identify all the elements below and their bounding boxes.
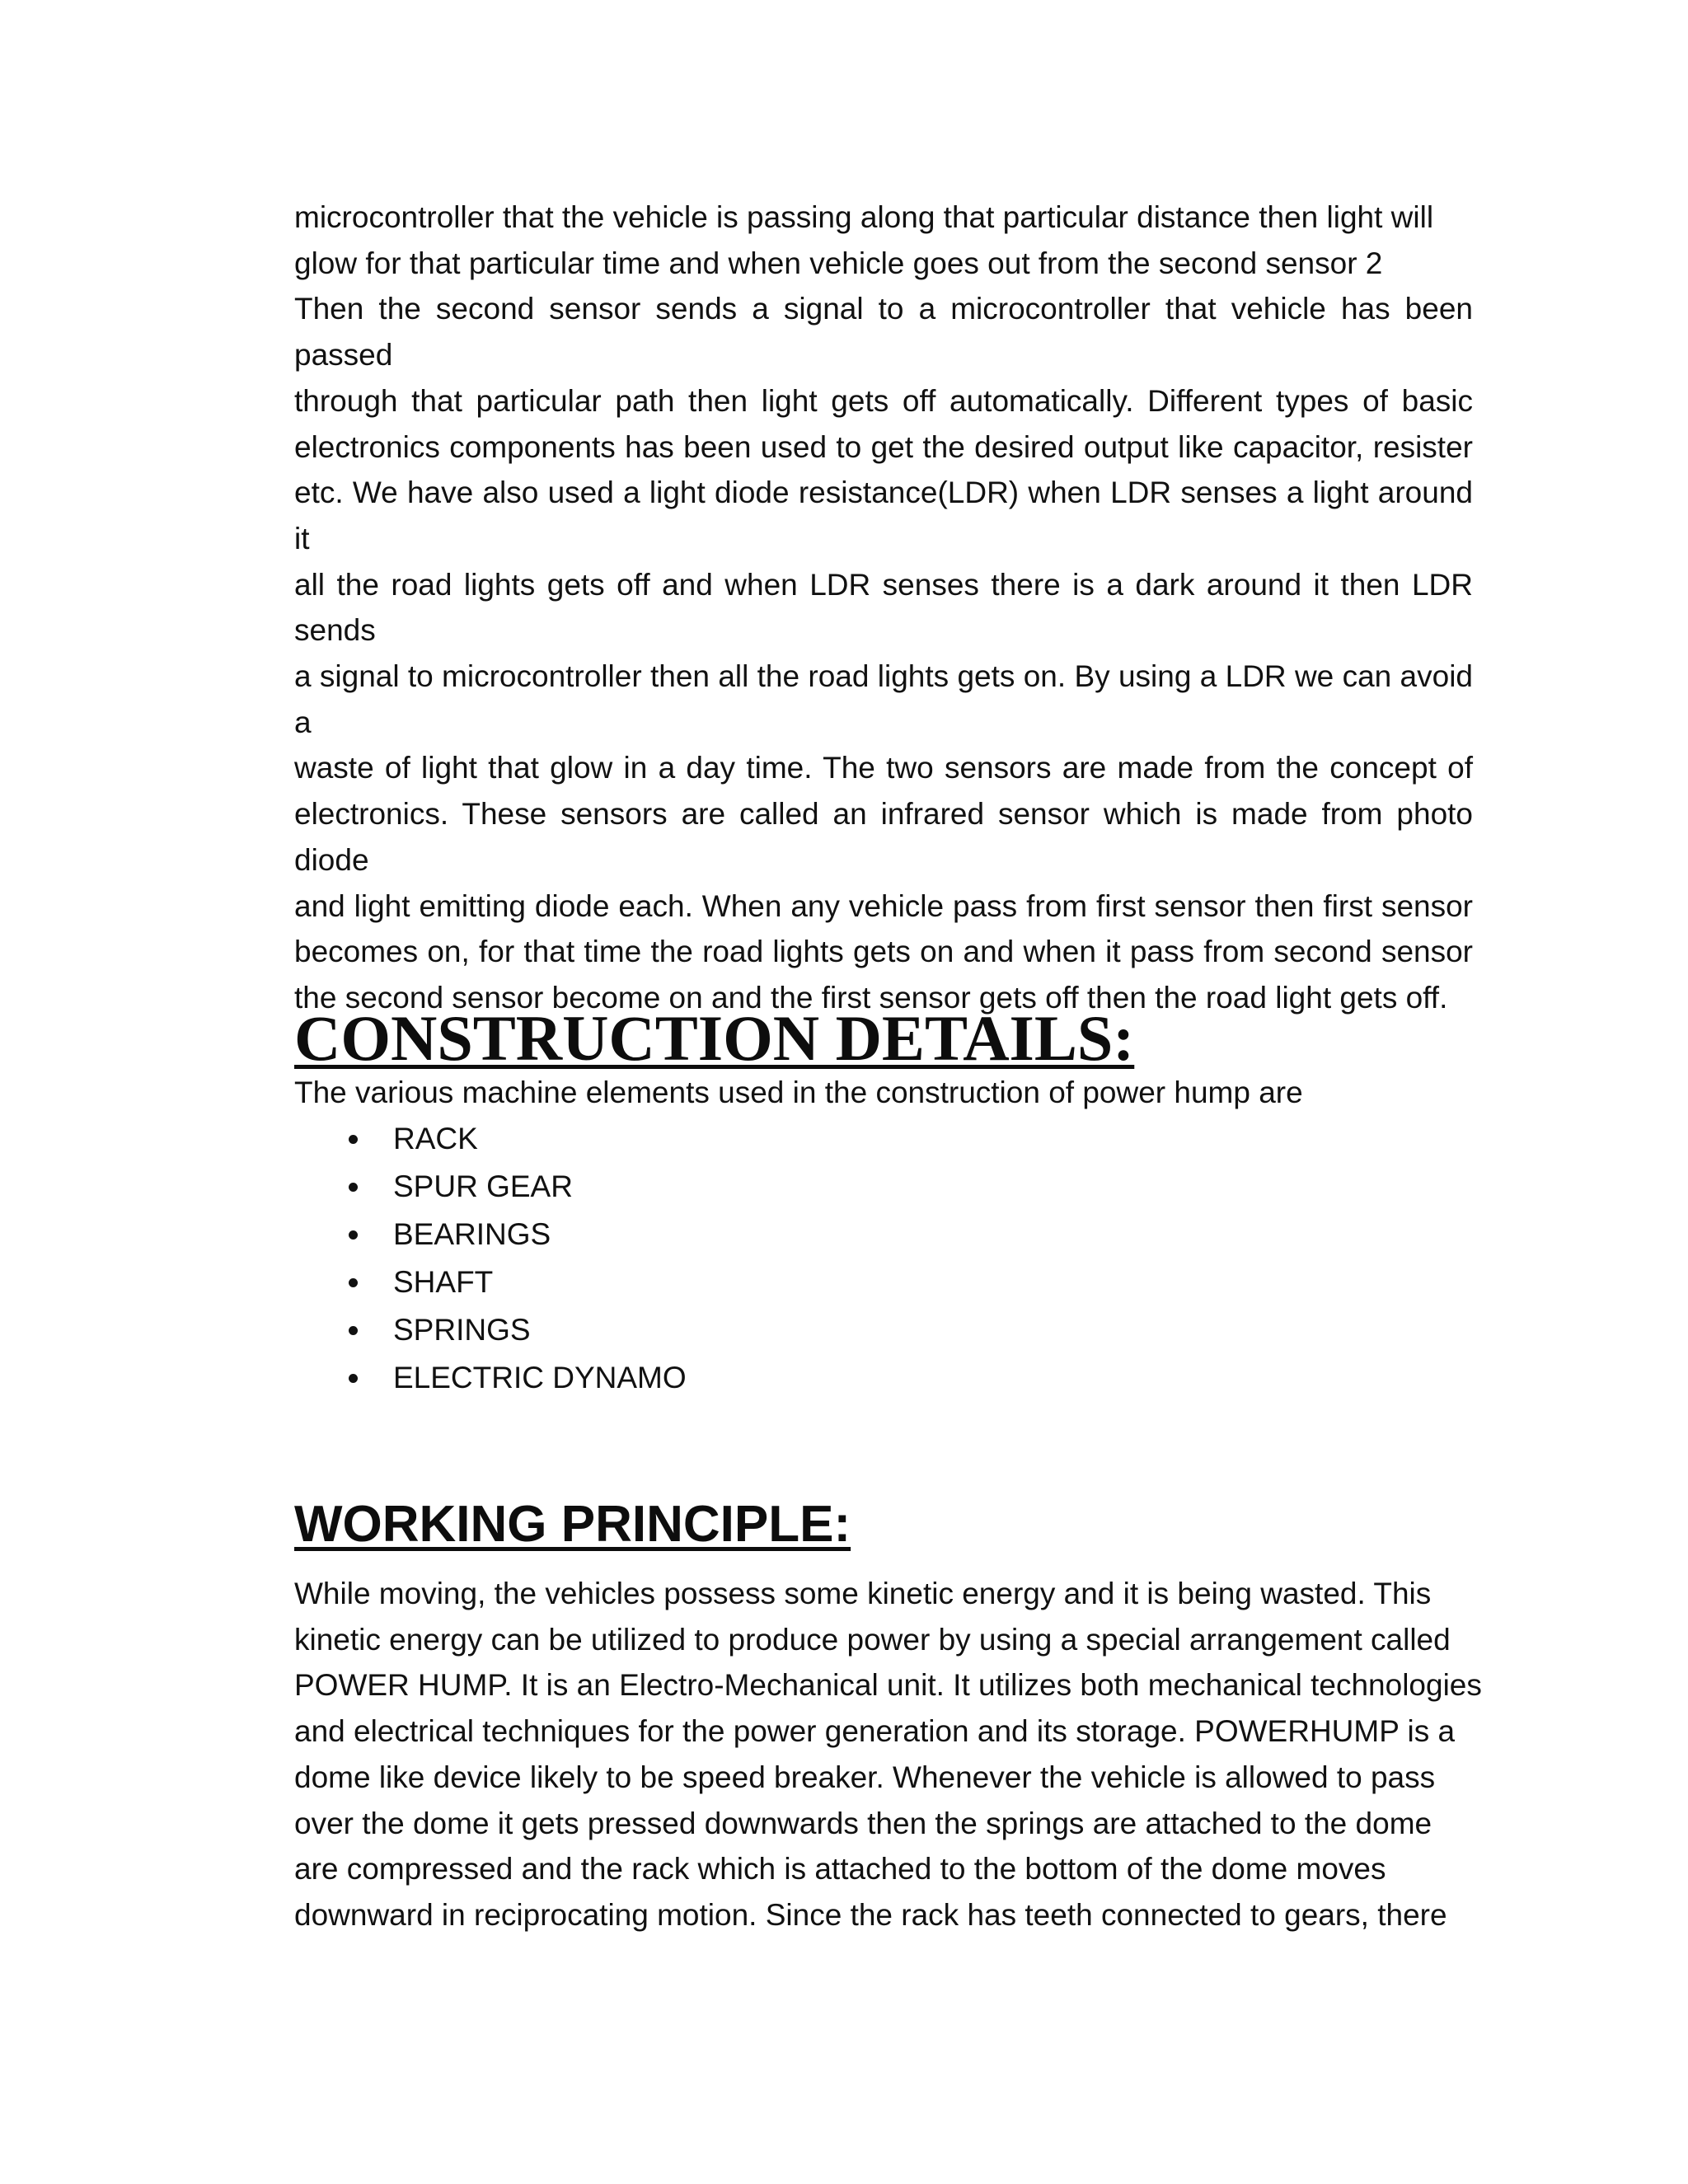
list-item-label: SPRINGS (393, 1313, 531, 1347)
paragraph-line: electronics components has been used to get the desired output like capacitor, resister (294, 429, 1473, 464)
list-item-label: RACK (393, 1122, 478, 1155)
bullet-icon (349, 1326, 358, 1335)
bullet-icon (349, 1278, 358, 1287)
paragraph-line: becomes on, for that time the road lights gets on and when it pass from second sensor (294, 935, 1473, 969)
paragraph-line: all the road lights gets off and when LDR senses there is a dark around it then LDR sends (294, 567, 1473, 648)
list-item-label: ELECTRIC DYNAMO (393, 1361, 687, 1394)
paragraph-line: While moving, the vehicles possess some kinetic energy and it is being wasted. This (294, 1577, 1432, 1610)
list-item (294, 1163, 687, 1211)
list-item (294, 1211, 687, 1258)
paragraph-line: dome like device likely to be speed breaker. Whenever the vehicle is allowed to pass (294, 1760, 1436, 1794)
paragraph-line: electronics. These sensors are called an infrared sensor which is made from photo diode (294, 797, 1473, 877)
paragraph-line: waste of light that glow in a day time. The two sensors are made from the concept of (294, 751, 1473, 785)
construction-intro: The various machine elements used in the construction of power hump are (294, 1076, 1303, 1109)
list-item-label: SHAFT (393, 1265, 494, 1299)
paragraph-line: Then the second sensor sends a signal to a microcontroller that vehicle has been passed (294, 292, 1473, 373)
list-item-label: BEARINGS (393, 1217, 551, 1251)
working-principle-heading: WORKING PRINCIPLE: (294, 1496, 851, 1553)
paragraph-line: downward in reciprocating motion. Since the rack has teeth connected to gears, there (294, 1897, 1447, 1932)
paragraph-line: the second sensor become on and the first sensor gets off then the road light gets off. (294, 980, 1448, 1015)
bullet-icon (349, 1135, 358, 1144)
paragraph-line: are compressed and the rack which is attached to the bottom of the dome moves (294, 1852, 1386, 1886)
list-item (294, 1306, 687, 1354)
paragraph-working-principle (294, 1571, 1482, 1938)
bullet-icon (349, 1230, 358, 1240)
paragraph-line: over the dome it gets pressed downwards then the springs are attached to the dome (294, 1806, 1432, 1840)
bullet-icon (349, 1183, 358, 1192)
paragraph-line: glow for that particular time and when vehicle goes out from the second sensor 2 (294, 246, 1383, 280)
list-item-label: SPUR GEAR (393, 1169, 573, 1203)
paragraph-line: and electrical techniques for the power generation and its storage. POWERHUMP is a (294, 1714, 1456, 1749)
list-item (294, 1115, 687, 1163)
paragraph-line: a signal to microcontroller then all the road lights gets on. By using a LDR we can avoid a (294, 659, 1473, 739)
paragraph-line: and light emitting diode each. When any vehicle pass from first sensor then first sensor (294, 888, 1473, 923)
paragraph-line: POWER HUMP. It is an Electro-Mechanical unit. It utilizes both mechanical technologies (294, 1668, 1482, 1703)
paragraph-line: etc. We have also used a light diode resistance(LDR) when LDR senses a light around it (294, 476, 1473, 555)
paragraph-line: through that particular path then light gets off automatically. Different types of basic (294, 383, 1473, 418)
bullet-icon (349, 1374, 358, 1383)
list-item (294, 1258, 687, 1306)
paragraph-lighting-sensors (294, 194, 1473, 1021)
paragraph-line: microcontroller that the vehicle is passing along that particular distance then light will (294, 200, 1434, 234)
paragraph-line: kinetic energy can be utilized to produce power by using a special arrangement called (294, 1622, 1451, 1657)
construction-details-heading: CONSTRUCTION DETAILS: (294, 1002, 1135, 1074)
machine-elements-list (294, 1115, 687, 1402)
list-item (294, 1354, 687, 1402)
